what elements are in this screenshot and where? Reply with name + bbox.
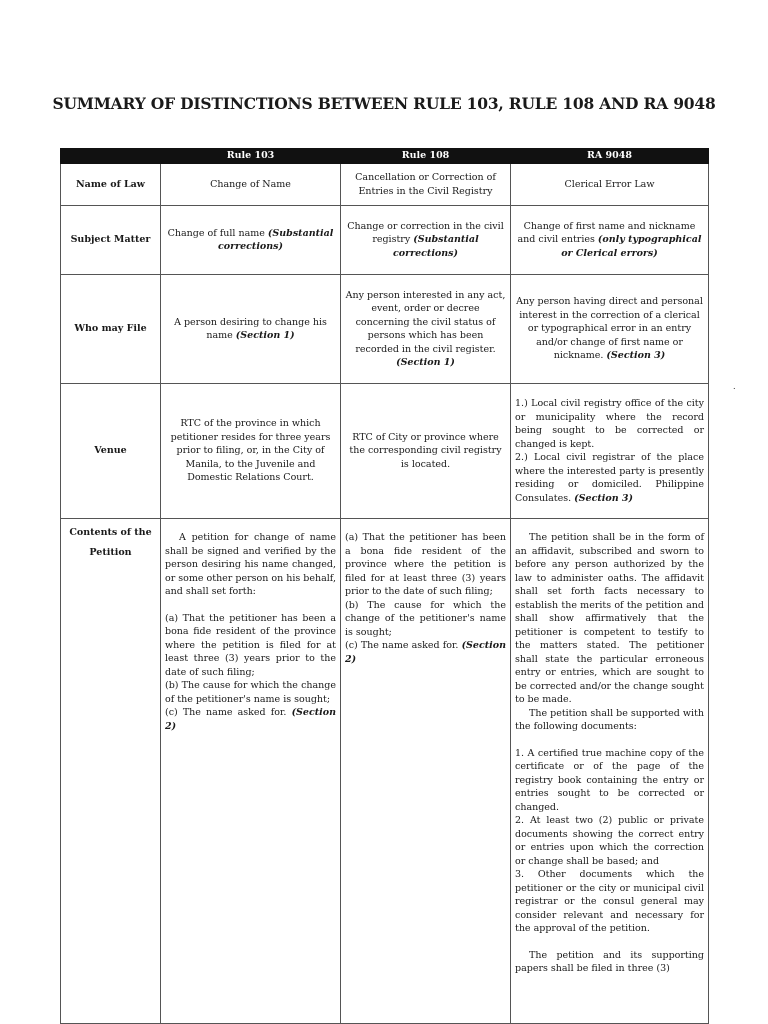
cell-rule-103: RTC of the province in which petitioner resides for three years prior to filing, or, in the City of Manila, to the Juvenile and Domestic Relations Court. bbox=[161, 384, 341, 519]
paragraph bbox=[345, 639, 506, 666]
header-rule-103: Rule 103 bbox=[161, 149, 341, 164]
paragraph: 2. At least two (2) public or private documents showing the correct entry or entries upon which the correction or change shall be based; and bbox=[515, 815, 704, 867]
cell-text: Change of first name and nickname and civil entries bbox=[517, 220, 696, 246]
header-rule-108: Rule 108 bbox=[341, 149, 511, 164]
cell-emphasis: (Section 1) bbox=[396, 357, 455, 368]
cell-rule-103 bbox=[161, 206, 341, 275]
cell-text: Any person interested in any act, event, order or decree concerning the civil status of persons which has been recorded in the civil register. bbox=[345, 289, 506, 355]
cell-rule-103 bbox=[161, 275, 341, 384]
cell-text: (c) The name asked for. bbox=[345, 640, 462, 651]
cell-rule-108 bbox=[341, 519, 511, 1024]
table-row bbox=[61, 519, 709, 1024]
cell-emphasis: (Substantial corrections) bbox=[392, 234, 479, 259]
cell-text: Change of full name bbox=[167, 227, 268, 239]
document-title: SUMMARY OF DISTINCTIONS BETWEEN RULE 103, RULE 108 AND RA 9048 bbox=[52, 94, 716, 113]
cell-ra-9048: Clerical Error Law bbox=[511, 164, 709, 206]
cell-emphasis: (Section 3) bbox=[606, 350, 666, 362]
distinctions-table bbox=[60, 148, 709, 1024]
table-row bbox=[61, 206, 709, 275]
cell-text: 2.) Local civil registrar of the place where the interested party is presently residing or domiciled. Philippine Consulates. bbox=[515, 452, 704, 504]
cell-rule-103: Change of Name bbox=[161, 164, 341, 206]
table-header-row bbox=[61, 149, 709, 164]
row-label-subject-matter: Subject Matter bbox=[61, 206, 161, 275]
paragraph: (b) The cause for which the change of the petitioner's name is sought; bbox=[165, 680, 336, 705]
paragraph: 3. Other documents which the petitioner or the city or municipal civil registrar or the consul general may consider relevant and necessary for the approval of the petition. bbox=[515, 869, 704, 934]
cell-emphasis: (Substantial corrections) bbox=[217, 227, 334, 252]
table-row bbox=[61, 164, 709, 206]
cell-emphasis: (only typographical or Clerical errors) bbox=[561, 234, 702, 259]
cell-text: Any person having direct and personal interest in the correction of a clerical or typographical error in an entry and/or change of first name or nickname. bbox=[516, 296, 703, 362]
cell-text: Change or correction in the civil registry bbox=[347, 220, 504, 246]
paragraph: The petition shall be in the form of an affidavit, subscribed and sworn to before any person authorized by the law to administer oaths. The affidavit shall set forth facts necessary to establish the merits of the petition and shall show affirmatively that the petitioner is competent to testify to the matters stated. The petitioner shall state the particular erroneous entry or entries, which are sought to be corrected and/or the change sought to be made. bbox=[515, 532, 704, 705]
row-label-venue: Venue bbox=[61, 384, 161, 519]
paragraph: (b) The cause for which the change of the petitioner's name is sought; bbox=[345, 599, 506, 638]
stray-mark: . bbox=[733, 382, 736, 391]
venue-item-1: 1.) Local civil registry office of the city or municipality where the record being sought to be corrected or changed is kept. bbox=[515, 398, 704, 450]
cell-text: A person desiring to change his name bbox=[174, 316, 327, 341]
header-ra-9048: RA 9048 bbox=[511, 149, 709, 164]
venue-item-2 bbox=[515, 451, 704, 505]
table-row bbox=[61, 384, 709, 519]
cell-ra-9048 bbox=[511, 384, 709, 519]
cell-rule-108: Cancellation or Correction of Entries in the Civil Registry bbox=[341, 164, 511, 206]
paragraph bbox=[165, 706, 336, 733]
paragraph: The petition shall be supported with the following documents: bbox=[515, 707, 704, 732]
row-label-contents: Contents of the Petition bbox=[61, 519, 161, 1024]
cell-text: (c) The name asked for. bbox=[165, 707, 292, 718]
paragraph: 1. A certified true machine copy of the certificate or of the page of the registry book containing the entry or entries sought to be corrected or changed. bbox=[515, 747, 704, 813]
cell-rule-108: RTC of City or province where the corresponding civil registry is located. bbox=[341, 384, 511, 519]
paragraph: The petition and its supporting papers shall be filed in three (3) bbox=[515, 949, 704, 974]
row-label-name-of-law: Name of Law bbox=[61, 164, 161, 206]
header-blank bbox=[61, 149, 161, 164]
cell-emphasis: (Section 2) bbox=[345, 640, 506, 665]
paragraph: (a) That the petitioner has been a bona fide resident of the province where the petition is filed for at least three (3) years prior to the date of such filing; bbox=[345, 532, 506, 597]
cell-ra-9048 bbox=[511, 206, 709, 275]
cell-emphasis: (Section 3) bbox=[574, 492, 634, 504]
cell-ra-9048 bbox=[511, 519, 709, 1024]
cell-ra-9048 bbox=[511, 275, 709, 384]
cell-rule-108 bbox=[341, 206, 511, 275]
cell-rule-103 bbox=[161, 519, 341, 1024]
cell-emphasis: (Section 1) bbox=[235, 330, 295, 341]
cell-emphasis: (Section 2) bbox=[165, 707, 336, 732]
paragraph: A petition for change of name shall be signed and verified by the person desiring his name changed, or some other person on his behalf, and shall set forth: bbox=[165, 532, 336, 597]
cell-rule-108 bbox=[341, 275, 511, 384]
row-label-who-may-file: Who may File bbox=[61, 275, 161, 384]
paragraph: (a) That the petitioner has been a bona fide resident of the province where the petition is filed for at least three (3) years prior to the date of such filing; bbox=[165, 612, 336, 678]
table-row bbox=[61, 275, 709, 384]
